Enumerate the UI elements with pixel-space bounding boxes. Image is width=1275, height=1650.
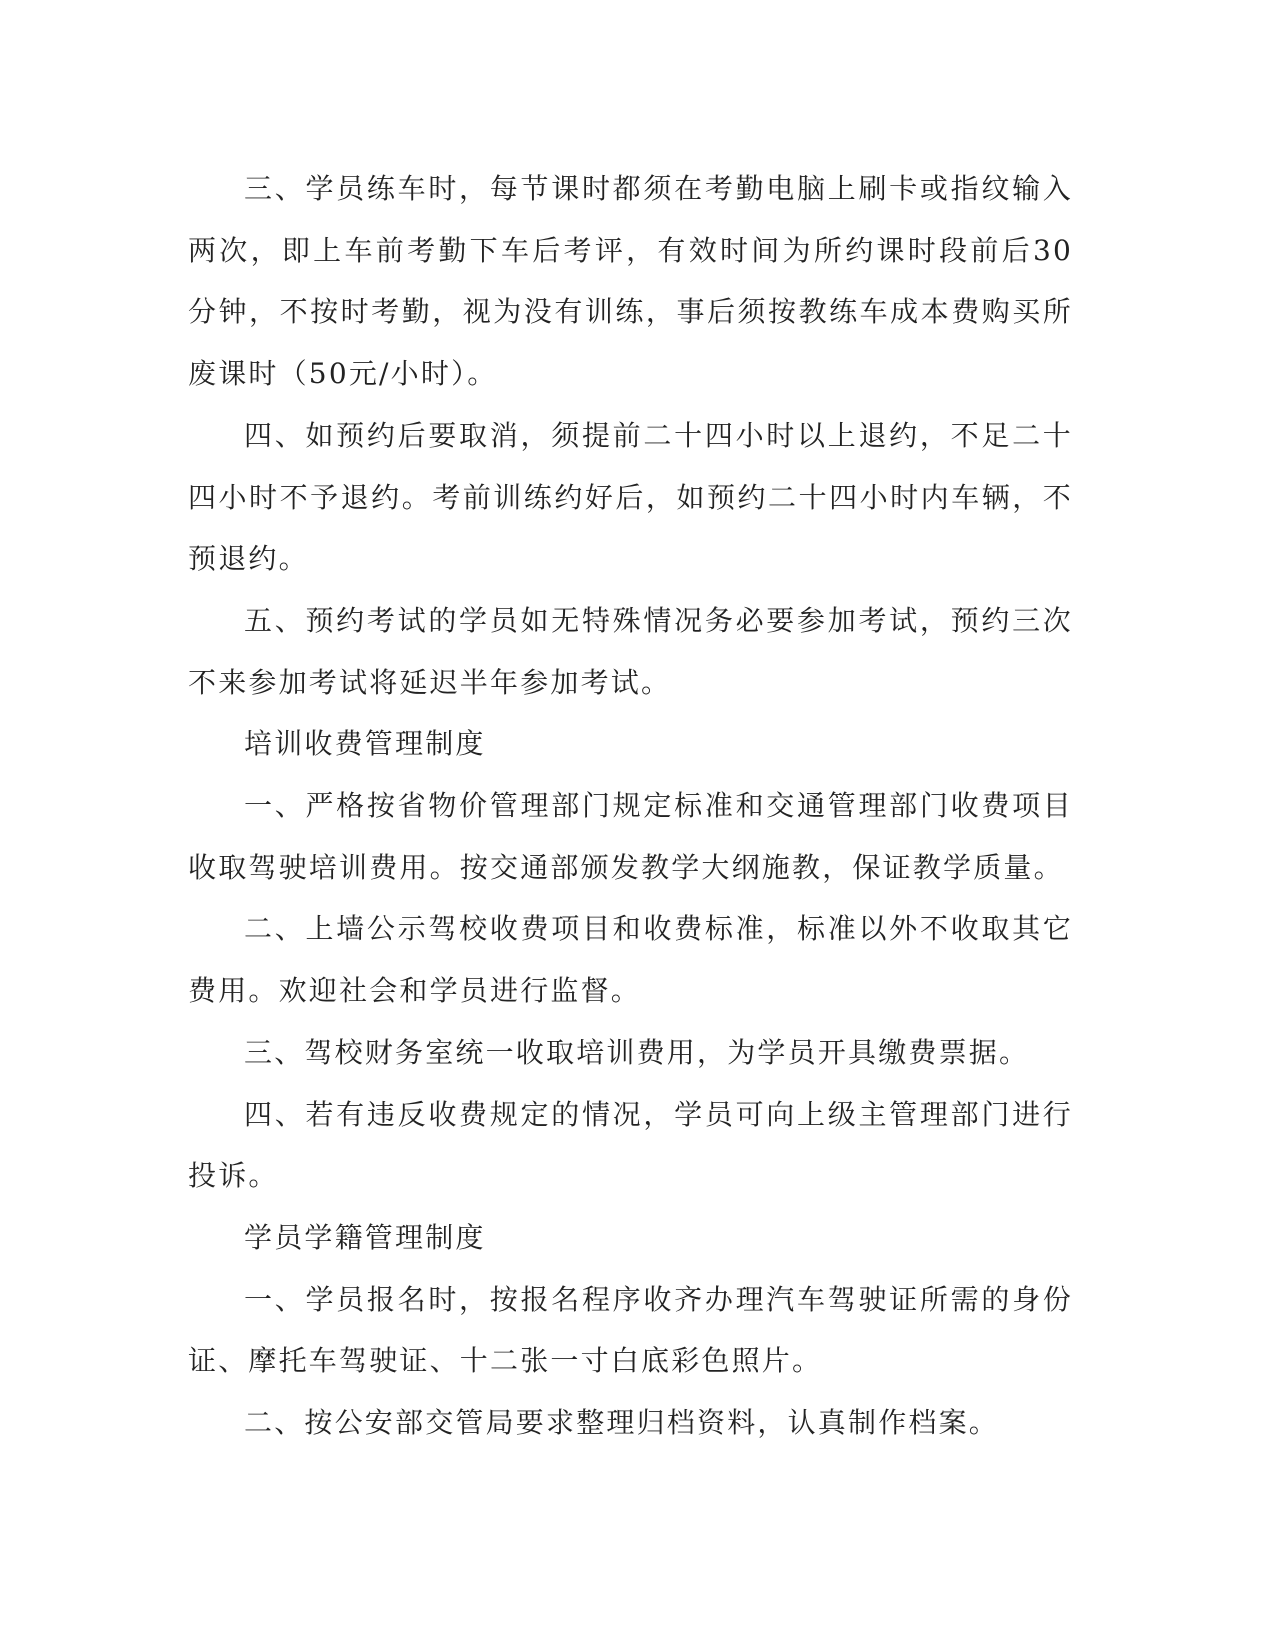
paragraph-records-rule-2: 二、按公安部交管局要求整理归档资料，认真制作档案。 [244,1406,1000,1440]
paragraph-fee-rule-2: 二、上墙公示驾校收费项目和收费标准，标准以外不收取其它费用。欢迎社会和学员进行监督。 [188,912,1073,1008]
document-body [188,158,1073,1454]
paragraph-rule-5-exam-booking: 五、预约考试的学员如无特殊情况务必要参加考试，预约三次不来参加考试将延迟半年参加考试。 [188,603,1073,699]
paragraph-fee-rule-1: 一、严格按省物价管理部门规定标准和交通管理部门收费项目收取驾驶培训费用。按交通部颁发教学大纲施教，保证教学质量。 [188,789,1073,884]
paragraph-rule-3-practice-attendance: 三、学员练车时，每节课时都须在考勤电脑上刷卡或指纹输入两次，即上车前考勤下车后考评，有效时间为所约课时段前后30分钟，不按时考勤，视为没有训练，事后须按教练车成本费购买所废课时（50元/小时）。 [188,172,1073,391]
heading-training-fee-management: 培训收费管理制度 [244,727,486,761]
paragraph-fee-rule-4: 四、若有违反收费规定的情况，学员可向上级主管理部门进行投诉。 [188,1097,1073,1193]
paragraph-fee-rule-3: 三、驾校财务室统一收取培训费用，为学员开具缴费票据。 [244,1035,1030,1069]
paragraph-records-rule-1: 一、学员报名时，按报名程序收齐办理汽车驾驶证所需的身份证、摩托车驾驶证、十二张一寸白底彩色照片。 [188,1282,1073,1378]
paragraph-rule-4-cancellation: 四、如预约后要取消，须提前二十四小时以上退约，不足二十四小时不予退约。考前训练约好后，如预约二十四小时内车辆，不预退约。 [188,418,1073,576]
heading-student-records-management: 学员学籍管理制度 [244,1220,486,1254]
